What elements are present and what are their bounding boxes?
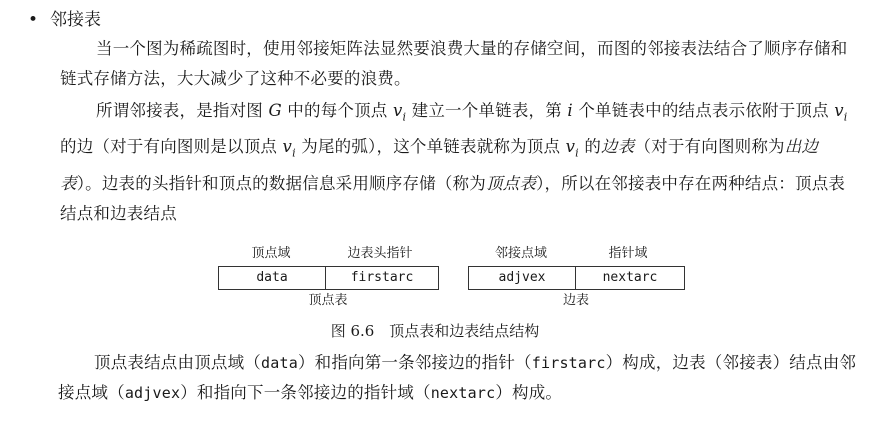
term-vertex-table: 顶点表 (485, 173, 537, 193)
text-span: 的边（对于有向图则是以顶点 (60, 137, 283, 157)
edge-adj-label: 邻接点域 (494, 246, 547, 261)
text-span: ）构成。 (495, 383, 563, 402)
figure-caption: 图 6.6 顶点表和边表结点结构 (330, 322, 540, 340)
math-sub-i: i (575, 146, 579, 160)
math-vi (565, 137, 579, 160)
text-span: （对于有向图则称为 (634, 137, 785, 157)
vertex-cell-firstarc: firstarc (325, 267, 438, 289)
text-span: 顶点表结点由顶点域（ (94, 353, 261, 372)
text-span: 建立一个单链表，第 (406, 101, 568, 120)
bullet-icon: • (28, 10, 39, 30)
text-span: ）构成，边表（邻接表）结点由邻接点域（ (58, 353, 857, 402)
code-firstarc: firstarc (531, 354, 606, 372)
paragraph-structure (58, 348, 864, 408)
math-v: v (282, 137, 293, 157)
paragraph-definition (60, 96, 860, 229)
vertex-cell-data: data (256, 270, 288, 285)
text-span: 个单链表中的结点表示依附于顶点 (572, 101, 835, 120)
edge-pointer-label: 指针域 (608, 246, 648, 261)
edge-cell-nextarc: nextarc (575, 267, 684, 289)
term-edge-table: 边表 (601, 137, 635, 157)
math-vi (282, 137, 296, 160)
text-span: ）和指向第一条邻接边的指针（ (297, 353, 532, 372)
math-sub-i: i (843, 110, 848, 124)
math-v: v (565, 137, 576, 157)
edge-node-diagram (468, 266, 685, 290)
text-span: 中的每个顶点 (281, 101, 393, 120)
code-data: data (261, 354, 298, 372)
math-sub-i: i (292, 146, 296, 160)
text-span: 的 (578, 137, 602, 157)
code-adjvex: adjvex (124, 384, 181, 402)
vertex-node-title: 顶点表 (308, 293, 348, 308)
edge-node-title: 边表 (562, 293, 589, 308)
math-vi (392, 101, 407, 124)
math-vi (834, 101, 848, 124)
edge-cell-adjvex: adjvex (498, 270, 546, 285)
term-out-edge-table: 出边表 (60, 137, 819, 193)
text-span: ）和指向下一条邻接边的指针域（ (180, 383, 431, 402)
paragraph-intro: 当一个图为稀疏图时，使用邻接矩阵法显然要浪费大量的存储空间，而图的邻接表法结合了顺序存储和链式存储方法，大大减少了这种不必要的浪费。 (60, 39, 848, 88)
math-v: v (834, 101, 844, 120)
text-span: ），所以在邻接表中存在两种结点：顶点表结点和边表结点 (60, 173, 846, 223)
vertex-field-label: 顶点域 (251, 246, 291, 261)
section-heading (28, 8, 101, 32)
text-span: 为尾的弧），这个单链表就称为顶点 (295, 137, 566, 157)
math-i: i (567, 101, 573, 120)
text-span: 所谓邻接表，是指对图 (96, 101, 269, 120)
math-sub-i: i (402, 110, 407, 124)
code-nextarc: nextarc (430, 384, 496, 402)
math-G: G (268, 101, 282, 120)
vertex-pointer-label: 边表头指针 (347, 246, 413, 261)
section-title: 邻接表 (50, 10, 101, 30)
math-v: v (392, 101, 403, 120)
vertex-node-diagram (218, 266, 439, 290)
text-span: ）。边表的头指针和顶点的数据信息采用顺序存储（称为 (76, 173, 486, 193)
